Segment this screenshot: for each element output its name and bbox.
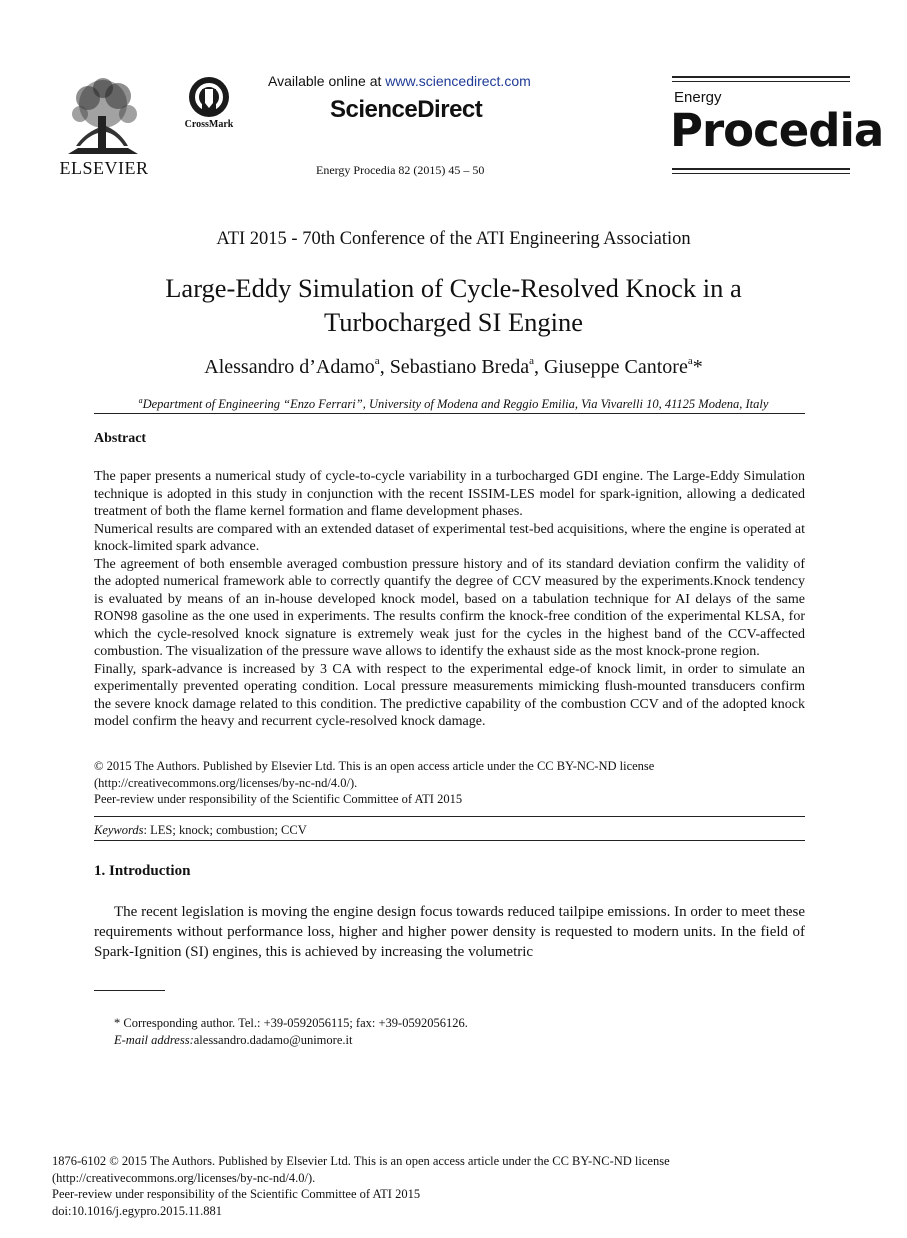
crossmark-icon[interactable] bbox=[187, 75, 231, 119]
paper-title-line-1: Large-Eddy Simulation of Cycle-Resolved Knock in a bbox=[165, 273, 742, 303]
keywords-label: Keywords bbox=[94, 823, 144, 837]
abstract-paragraph: The agreement of both ensemble averaged combustion pressure history and of its standard deviation confirm the validity of the adopted numerical framework able to correctly quantify the degree of CCV measured by the experiments.Knock tendency is evaluated by means of an in-house developed knock model, based on a tabulation technique for AI delays of the same RON98 gasoline as the one used in experiments. The results confirm the knock-free condition of the experimental KLSA, for which the cycle-resolved knock signature is extremely weak just for the cycles in the highest band of the CCV-affected combustion. The visualization of the pressure wave allows to identify the exhaust side as the most knock-prone region. bbox=[94, 556, 805, 659]
journal-rule-top-thin bbox=[672, 81, 850, 82]
license-notice bbox=[94, 758, 805, 808]
conference-name: ATI 2015 - 70th Conference of the ATI Engineering Association bbox=[216, 229, 691, 249]
crossmark-label: CrossMark bbox=[184, 119, 234, 130]
abstract-heading: Abstract bbox=[94, 431, 147, 446]
author-affiliation-mark: a bbox=[529, 355, 534, 367]
corresponding-author-note: * Corresponding author. Tel.: +39-0592056115; fax: +39-0592056126. bbox=[114, 1016, 468, 1030]
keywords-line bbox=[94, 823, 307, 838]
author-list bbox=[0, 356, 907, 379]
license-link[interactable]: (http://creativecommons.org/licenses/by-nc-nd/4.0/). bbox=[94, 775, 358, 790]
email-address[interactable]: alessandro.dadamo@unimore.it bbox=[193, 1032, 353, 1047]
author-separator: , bbox=[379, 356, 390, 378]
footer-license-link[interactable]: (http://creativecommons.org/licenses/by-nc-nd/4.0/). bbox=[52, 1170, 316, 1185]
keywords-values: : LES; knock; combustion; CCV bbox=[143, 823, 307, 837]
page-footer bbox=[52, 1153, 670, 1220]
abstract-paragraph: The paper presents a numerical study of cycle-to-cycle variability in a turbocharged GDI engine. The Large-Eddy Simulation technique is adopted in this study in conjunction with the recent ISSIM-LES model for spark-ignition, allowing a dedicated treatment of both the flame kernel formation and flame development phases. bbox=[94, 469, 805, 519]
paper-title bbox=[90, 271, 817, 339]
available-online-prefix: Available online at bbox=[268, 73, 386, 89]
elsevier-tree-logo-icon bbox=[58, 76, 148, 156]
peer-review-note: Peer-review under responsibility of the Scientific Committee of ATI 2015 bbox=[94, 792, 463, 806]
affiliation bbox=[60, 397, 847, 412]
affiliation-divider bbox=[94, 413, 805, 414]
journal-citation: Energy Procedia 82 (2015) 45 – 50 bbox=[316, 163, 485, 177]
introduction-paragraph: The recent legislation is moving the engine design focus towards reduced tailpipe emissions. In order to meet these requirements without performance loss, higher and higher power density is requested to modern units. In the field of Spark-Ignition (SI) engines, this is achieved by increasing the volumetric bbox=[94, 904, 805, 960]
journal-rule-top bbox=[672, 76, 850, 78]
author-name: Sebastiano Breda bbox=[389, 356, 530, 378]
footer-peer-review: Peer-review under responsibility of the Scientific Committee of ATI 2015 bbox=[52, 1187, 421, 1202]
journal-rule-bottom bbox=[672, 168, 850, 170]
keywords-divider-top bbox=[94, 816, 805, 817]
footer-doi[interactable]: doi:10.1016/j.egypro.2015.11.881 bbox=[52, 1204, 223, 1219]
author-separator: , bbox=[533, 356, 544, 378]
footer-license-line: 1876-6102 © 2015 The Authors. Published by Elsevier Ltd. This is an open access article under the CC BY-NC-ND license bbox=[52, 1154, 670, 1168]
keywords-divider-bottom bbox=[94, 840, 805, 841]
email-label: E-mail address: bbox=[114, 1032, 194, 1047]
footnote-divider bbox=[94, 990, 165, 991]
abstract-body bbox=[94, 468, 805, 731]
sciencedirect-link[interactable]: www.sciencedirect.com bbox=[385, 73, 531, 89]
author-name: Alessandro d’Adamo bbox=[204, 356, 375, 378]
abstract-paragraph: Finally, spark-advance is increased by 3 CA with respect to the experimental edge-of knock limit, in order to simulate an experimentally prevented operating condition. Local pressure measurements mimicking flush-mounted transducers confirm the severe knock damage related to this condition. The predictive capability of the combustion CCV and of the adopted knock model confirm the heavy and recurrent cycle-resolved knock damage. bbox=[94, 661, 805, 729]
section-heading-introduction: 1. Introduction bbox=[94, 863, 191, 879]
author-affiliation-mark: a bbox=[374, 355, 380, 367]
journal-name-procedia: Procedia bbox=[670, 104, 884, 157]
available-online-line bbox=[268, 73, 558, 89]
affiliation-mark: a bbox=[138, 396, 143, 405]
journal-name-energy: Energy bbox=[674, 89, 722, 106]
author-affiliation-mark: a bbox=[687, 355, 693, 367]
abstract-paragraph: Numerical results are compared with an extended dataset of experimental test-bed acquisitions, where the engine is operated at knock-limited spark advance. bbox=[94, 521, 805, 554]
sciencedirect-wordmark: ScienceDirect bbox=[330, 96, 483, 123]
journal-rule-bottom-thin bbox=[672, 173, 850, 174]
elsevier-wordmark: ELSEVIER bbox=[59, 158, 149, 178]
footnote bbox=[114, 1015, 468, 1048]
author-name: Giuseppe Cantore bbox=[543, 356, 688, 378]
corresponding-author-mark: * bbox=[692, 356, 703, 378]
license-line: © 2015 The Authors. Published by Elsevier Ltd. This is an open access article under the CC BY-NC-ND license bbox=[94, 759, 655, 773]
paper-title-line-2: Turbocharged SI Engine bbox=[323, 307, 584, 337]
affiliation-text: Department of Engineering “Enzo Ferrari”, University of Modena and Reggio Emilia, Via Vivarelli 10, 41125 Modena, Italy bbox=[142, 397, 769, 411]
email-line bbox=[114, 1032, 468, 1049]
